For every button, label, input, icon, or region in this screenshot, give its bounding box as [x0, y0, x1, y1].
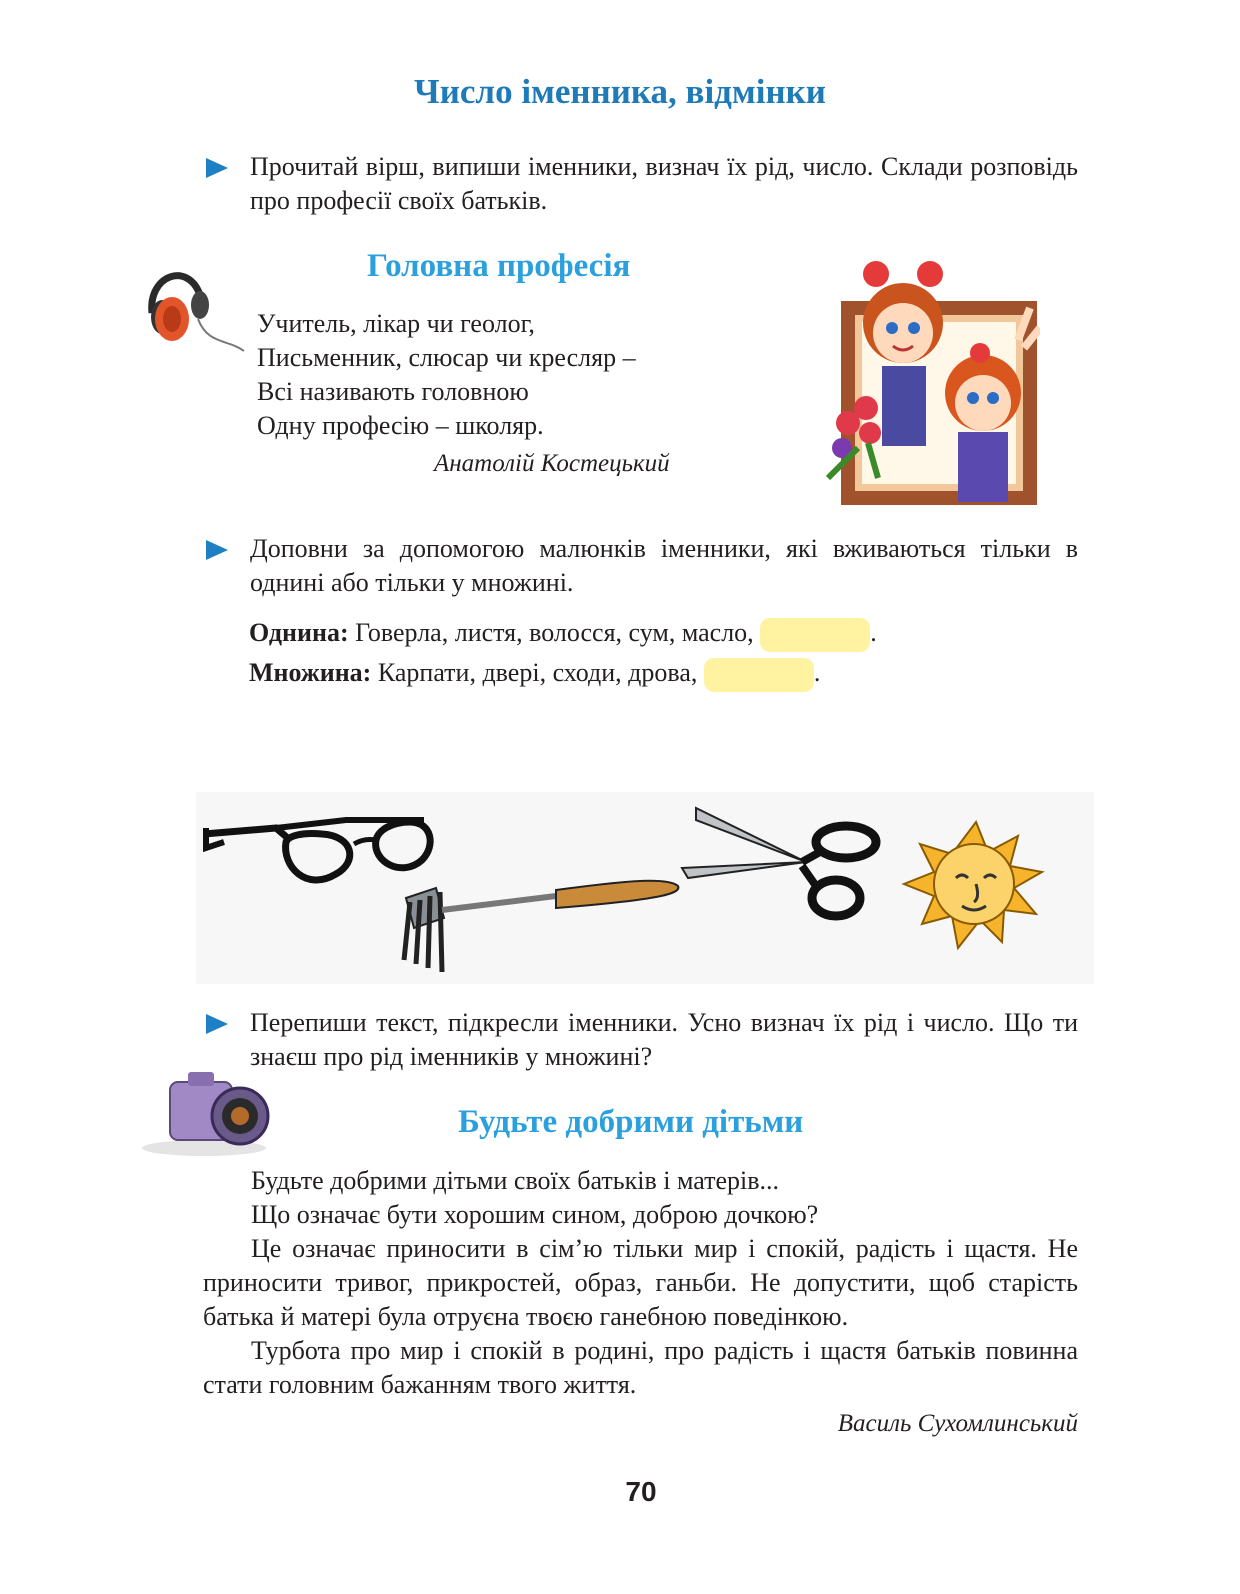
scissors-icon: [682, 808, 876, 916]
singular-row: [249, 616, 877, 652]
paragraph: Будьте добрими дітьми своїх батьків і матерів...: [251, 1166, 779, 1195]
poem-line: Письменник, слюсар чи кресляр –: [257, 343, 636, 372]
task-3-text: Перепиши текст, підкресли іменники. Усно визнач їх рід і число. Що ти знаєш про рід іменників у множині?: [250, 1008, 1078, 1071]
headphones-icon: [138, 255, 248, 365]
poem-line: Одну професію – школяр.: [257, 411, 544, 440]
singular-words: Говерла, листя, волосся, сум, масло,: [355, 618, 754, 647]
answer-blank[interactable]: [704, 658, 814, 692]
picture-strip: [196, 792, 1094, 984]
poem-title: Головна професія: [367, 248, 631, 284]
poem-line: Учитель, лікар чи геолог,: [257, 309, 535, 338]
camera-icon: [140, 1066, 270, 1158]
plural-label: Множина:: [249, 658, 372, 687]
rake-icon: [404, 881, 678, 972]
paragraph: Що означає бути хорошим сином, доброю дочкою?: [251, 1200, 819, 1229]
task-arrow-icon: [206, 158, 228, 178]
sun-icon: [904, 822, 1042, 948]
singular-label: Однина:: [249, 618, 349, 647]
poem-line: Всі називають головною: [257, 377, 529, 406]
plural-row: [249, 656, 820, 692]
page-title: Число іменника, відмінки: [414, 72, 826, 111]
task-2-text: Доповни за допомогою малюнків іменники, які вживаються тільки в однині або тільки у множині.: [250, 534, 1078, 597]
poem-author: Анатолій Костецький: [434, 450, 670, 477]
glasses-icon: [204, 820, 430, 880]
paragraph: Це означає приносити в сім’ю тільки мир і спокій, радість і щастя. Не приносити тривог, прикростей, образ, ганьби. Не допустити, щоб старість батька й матері була отруєна твоєю ганебною поведінкою.: [203, 1234, 1078, 1331]
period: .: [870, 618, 877, 647]
text-title: Будьте добрими дітьми: [458, 1104, 804, 1140]
task-1-text: Прочитай вірш, випиши іменники, визнач їх рід, число. Склади розповідь про професії своїх батьків.: [250, 152, 1078, 215]
plural-words: Карпати, двері, сходи, дрова,: [377, 658, 698, 687]
period: .: [813, 658, 821, 687]
paragraph: Турбота про мир і спокій в родині, про радість і щастя батьків повинна стати головним бажанням твого життя.: [203, 1336, 1078, 1399]
answer-blank[interactable]: [760, 618, 870, 652]
text-body: [203, 1164, 1078, 1402]
task-arrow-icon: [206, 1014, 228, 1034]
task-arrow-icon: [206, 540, 228, 560]
schoolchildren-illustration: [818, 248, 1040, 506]
page-number: 70: [625, 1476, 657, 1507]
poem: [257, 307, 636, 443]
text-author: Василь Сухомлинський: [837, 1410, 1078, 1437]
